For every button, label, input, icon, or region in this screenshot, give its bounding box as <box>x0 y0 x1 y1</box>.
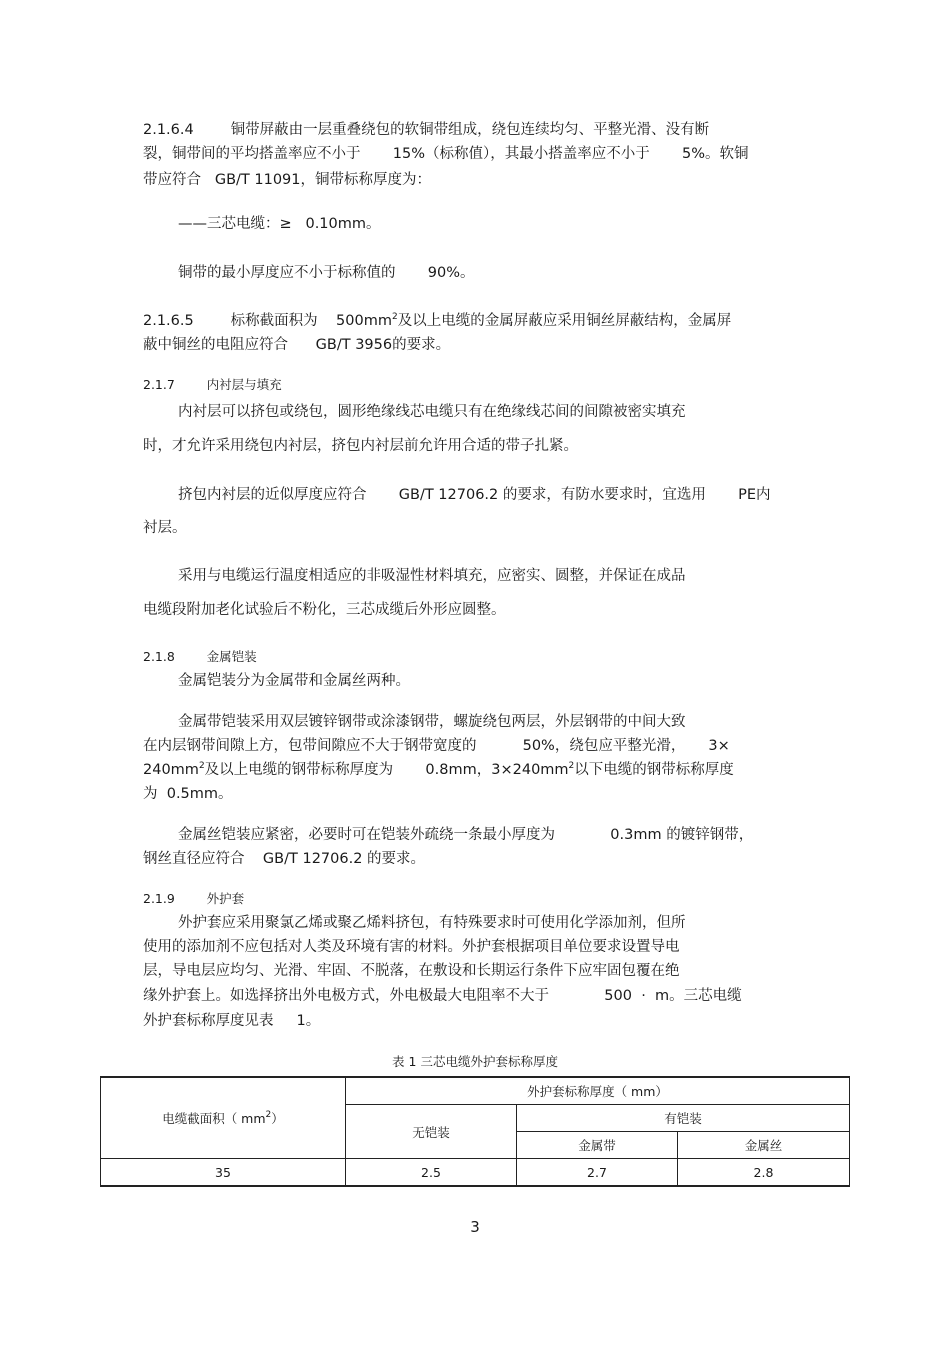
header-unarmored: 无铠装 <box>346 1105 517 1159</box>
header-sheath-thickness: 外护套标称厚度（ mm） <box>346 1077 850 1105</box>
heading-2-1-7: 2.1.7 内衬层与填充 <box>143 377 282 392</box>
para-2-1-6-5-text-a: 2.1.6.5 标称截面积为 500mm <box>143 313 392 329</box>
three-core-copper-tape-thickness: ——三芯电缆：≥ 0.10mm。 <box>178 216 381 232</box>
cell-area: 35 <box>101 1159 346 1187</box>
para-2-1-6-5-line-2: 蔽中铜丝的电阻应符合 GB/T 3956的要求。 <box>143 337 451 353</box>
table-row <box>101 1159 850 1187</box>
page-number: 3 <box>470 1218 480 1236</box>
para-2-1-9-line-5: 外护套标称厚度见表 1。 <box>143 1013 321 1029</box>
para-2-1-8-line-4-text-a: 240mm <box>143 762 199 778</box>
para-2-1-8-line-6: 金属丝铠装应紧密，必要时可在铠装外疏绕一条最小厚度为 0.3mm 的镀锌钢带， <box>178 827 754 843</box>
header-metal-wire: 金属丝 <box>678 1132 850 1159</box>
para-2-1-6-5-text-b: 及以上电缆的金属屏蔽应采用铜丝屏蔽结构，金属屏 <box>397 313 732 329</box>
sheath-thickness-table <box>100 1076 850 1187</box>
header-armored: 有铠装 <box>517 1105 850 1132</box>
para-2-1-9-line-2: 使用的添加剂不应包括对人类及环境有害的材料。外护套根据项目单位要求设置导电 <box>143 939 680 955</box>
para-2-1-6-4-line-3: 带应符合 GB/T 11091，铜带标称厚度为： <box>143 172 431 188</box>
table-caption: 表 1 三芯电缆外护套标称厚度 <box>392 1054 558 1069</box>
para-2-1-9-line-3: 层，导电层应均匀、光滑、牢固、不脱落，在敷设和长期运行条件下应牢固包覆在绝 <box>143 963 680 979</box>
header-metal-tape: 金属带 <box>517 1132 678 1159</box>
header-cable-area <box>101 1077 346 1159</box>
heading-2-1-8: 2.1.8 金属铠装 <box>143 649 257 664</box>
superscript-2: 2 <box>198 761 205 771</box>
para-2-1-6-5-line-1 <box>143 311 731 331</box>
para-2-1-8-line-4-text-c: 以下电缆的钢带标称厚度 <box>574 762 734 778</box>
para-2-1-9-line-1: 外护套应采用聚氯乙烯或聚乙烯料挤包，有特殊要求时可使用化学添加剂，但所 <box>178 915 686 931</box>
para-2-1-7-line-2: 时，才允许采用绕包内衬层，挤包内衬层前允许用合适的带子扎紧。 <box>143 438 578 454</box>
header-cable-area-text: 电缆截面积（ mm <box>162 1111 266 1126</box>
copper-tape-min-thickness: 铜带的最小厚度应不小于标称值的 90%。 <box>178 265 475 281</box>
para-2-1-7-line-3: 挤包内衬层的近似厚度应符合 GB/T 12706.2 的要求，有防水要求时，宜选用 PE内 <box>178 487 771 503</box>
para-2-1-8-line-1: 金属铠装分为金属带和金属丝两种。 <box>178 673 410 689</box>
para-2-1-7-line-4: 衬层。 <box>143 520 187 536</box>
superscript-2: 2 <box>265 1110 272 1120</box>
para-2-1-6-4-line-2: 裂，铜带间的平均搭盖率应不小于 15%（标称值），其最小搭盖率应不小于 5%。软铜 <box>143 146 749 162</box>
para-2-1-7-line-6: 电缆段附加老化试验后不粉化，三芯成缆后外形应圆整。 <box>143 602 506 618</box>
para-2-1-8-line-4 <box>143 760 734 780</box>
para-2-1-8-line-7: 钢丝直径应符合 GB/T 12706.2 的要求。 <box>143 851 426 867</box>
para-2-1-8-line-5: 为 0.5mm。 <box>143 786 233 802</box>
header-cable-area-close: ） <box>271 1111 284 1126</box>
heading-2-1-9: 2.1.9 外护套 <box>143 891 245 906</box>
superscript-2: 2 <box>391 312 398 322</box>
cell-unarmored: 2.5 <box>346 1159 517 1187</box>
para-2-1-9-line-4: 缘外护套上。如选择挤出外电极方式，外电极最大电阻率不大于 500 · m。三芯电缆 <box>143 988 742 1004</box>
para-2-1-6-4-line-1: 2.1.6.4 铜带屏蔽由一层重叠绕包的软铜带组成，绕包连续均匀、平整光滑、没有断 <box>143 122 710 138</box>
para-2-1-7-line-5: 采用与电缆运行温度相适应的非吸湿性材料填充，应密实、圆整，并保证在成品 <box>178 568 686 584</box>
cell-metal-tape: 2.7 <box>517 1159 678 1187</box>
cell-metal-wire: 2.8 <box>678 1159 850 1187</box>
para-2-1-7-line-1: 内衬层可以挤包或绕包，圆形绝缘线芯电缆只有在绝缘线芯间的间隙被密实填充 <box>178 404 686 420</box>
para-2-1-8-line-4-text-b: 及以上电缆的钢带标称厚度为 0.8mm，3×240mm <box>204 762 569 778</box>
table-header-row <box>101 1077 850 1105</box>
superscript-2: 2 <box>568 761 575 771</box>
para-2-1-8-line-3: 在内层钢带间隙上方，包带间隙应不大于钢带宽度的 50%，绕包应平整光滑， 3× <box>143 738 730 754</box>
para-2-1-8-line-2: 金属带铠装采用双层镀锌钢带或涂漆钢带，螺旋绕包两层，外层钢带的中间大致 <box>178 714 686 730</box>
